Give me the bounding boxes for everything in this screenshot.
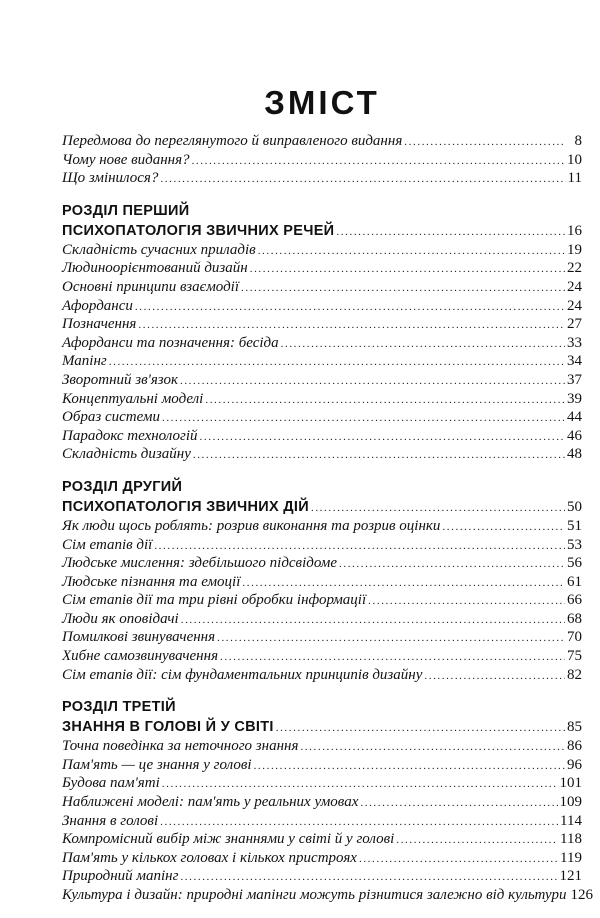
dot-leader — [241, 279, 565, 298]
page-number: 86 — [567, 738, 582, 755]
page-number: 96 — [567, 756, 582, 773]
page-number: 121 — [559, 868, 582, 885]
entry-title: Помилкові звинувачення — [62, 629, 216, 646]
toc-entry[interactable] — [62, 352, 582, 371]
chapter-title: ПСИХОПАТОЛОГІЯ ЗВИЧНИХ РЕЧЕЙ — [62, 222, 335, 239]
chapter-section — [62, 202, 582, 464]
dot-leader — [442, 518, 565, 537]
dot-leader — [135, 298, 565, 317]
dot-leader — [360, 794, 557, 813]
toc-entry[interactable] — [62, 737, 582, 756]
entry-title: Наближені моделі: пам'ять у реальних умовах — [62, 794, 359, 811]
dot-leader — [300, 738, 565, 757]
toc-entry[interactable] — [62, 830, 582, 849]
entry-title: Пам'ять у кількох головах і кількох пристроях — [62, 849, 357, 866]
toc-entry[interactable] — [62, 591, 582, 610]
toc-entry[interactable] — [62, 241, 582, 260]
dot-leader — [242, 574, 565, 593]
dot-leader — [404, 133, 566, 152]
entry-title: Мапінг — [62, 353, 107, 370]
page-number: 61 — [567, 573, 582, 590]
dot-leader — [336, 222, 565, 242]
dot-leader — [250, 260, 565, 279]
dot-leader — [359, 850, 558, 869]
chapter-title: ПСИХОПАТОЛОГІЯ ЗВИЧНИХ ДІЙ — [62, 498, 309, 515]
page-number: 118 — [560, 831, 582, 848]
chapter-section — [62, 478, 582, 684]
page-number: 51 — [567, 517, 582, 534]
dot-leader — [160, 813, 558, 832]
toc-entry[interactable] — [62, 517, 582, 536]
dot-leader — [180, 372, 565, 391]
sections-list — [62, 202, 593, 905]
dot-leader — [311, 498, 565, 518]
entry-title: Точна поведінка за неточного знання — [62, 738, 299, 755]
toc-entry[interactable] — [62, 628, 582, 647]
dot-leader — [109, 353, 565, 372]
entry-title: Концептуальні моделі — [62, 390, 204, 407]
chapter-heading-entry[interactable] — [62, 221, 582, 241]
dot-leader — [396, 831, 558, 850]
intro-list — [62, 132, 582, 188]
toc-entry[interactable] — [62, 756, 582, 775]
entry-title: Афорданси — [62, 297, 133, 314]
page-number: 82 — [567, 666, 582, 683]
dot-leader — [180, 868, 557, 887]
entry-title: Зворотний зв'язок — [62, 371, 178, 388]
toc-entry[interactable] — [62, 536, 582, 555]
entry-title: Культура і дизайн: природні мапінги можуть різнитися залежно від культури — [62, 887, 567, 903]
entry-title: Пам'ять — це знання у голові — [62, 756, 252, 773]
dot-leader — [254, 757, 565, 776]
page-number: 33 — [567, 334, 582, 351]
entry-title: Складність дизайну — [62, 446, 191, 463]
toc-entry[interactable] — [62, 427, 582, 446]
page-number: 8 — [574, 133, 582, 149]
page-number: 22 — [567, 260, 582, 277]
page-number: 39 — [567, 390, 582, 407]
toc-entry[interactable] — [62, 867, 582, 886]
toc-entry[interactable] — [62, 259, 582, 278]
dot-leader — [192, 152, 565, 171]
toc-page — [62, 0, 593, 905]
dot-leader — [220, 648, 565, 667]
entry-title: Будова пам'яті — [62, 775, 160, 792]
entry-title: Людське пізнання та емоції — [62, 573, 241, 590]
toc-entry[interactable] — [62, 647, 582, 666]
page-number: 75 — [567, 648, 582, 665]
page-number: 56 — [567, 555, 582, 572]
page-number: 126 — [570, 887, 593, 903]
entry-title: Людське мислення: здебільшого підсвідоме — [62, 555, 337, 572]
page-number: 11 — [567, 170, 582, 187]
page-number: 53 — [567, 536, 582, 553]
page-number: 37 — [567, 371, 582, 388]
entry-title: Природний мапінг — [62, 868, 179, 885]
entry-title: Основні принципи взаємодії — [62, 278, 239, 295]
page-number: 101 — [559, 775, 582, 792]
page-number: 10 — [567, 151, 582, 168]
dot-leader — [205, 391, 565, 410]
page-number: 68 — [567, 610, 582, 627]
toc-entry[interactable] — [62, 297, 582, 316]
dot-leader — [281, 335, 565, 354]
page-number: 85 — [567, 719, 582, 736]
entry-title: Що змінилося? — [62, 170, 159, 187]
dot-leader — [258, 242, 565, 261]
dot-leader — [339, 555, 565, 574]
dot-leader — [368, 592, 565, 611]
chapter-heading-entry[interactable] — [62, 497, 582, 517]
entry-title: Складність сучасних приладів — [62, 241, 256, 258]
toc-entry[interactable] — [62, 666, 582, 685]
entry-title: Хибне самозвинувачення — [62, 648, 219, 665]
page-number: 44 — [567, 409, 582, 426]
page-number: 24 — [567, 278, 582, 295]
entry-title: Парадокс технологій — [62, 427, 198, 444]
dot-leader — [162, 775, 558, 794]
entry-title: Афорданси та позначення: бесіда — [62, 334, 279, 351]
page-number: 114 — [560, 812, 582, 829]
entry-title: Знання в голові — [62, 812, 159, 829]
toc-entry[interactable] — [62, 371, 582, 390]
toc-entry[interactable] — [62, 315, 582, 334]
chapter-label: РОЗДІЛ ДРУГИЙ — [62, 478, 183, 495]
entry-title: Передмова до переглянутого й виправленого видання — [62, 133, 403, 149]
page-number: 70 — [567, 629, 582, 646]
entry-title: Люди як оповідачі — [62, 610, 179, 627]
toc-entry[interactable] — [62, 334, 582, 353]
chapter-label: РОЗДІЛ ПЕРШИЙ — [62, 202, 190, 219]
toc-entry[interactable] — [62, 610, 582, 629]
entry-title: Образ системи — [62, 409, 160, 426]
dot-leader — [217, 629, 565, 648]
page-number: 66 — [567, 592, 582, 609]
entry-title: Сім етапів дії та три рівні обробки інформації — [62, 592, 367, 609]
toc-entry[interactable] — [62, 169, 582, 188]
page-number: 48 — [567, 446, 582, 463]
toc-entry[interactable] — [62, 849, 582, 868]
toc-entry[interactable] — [62, 774, 582, 793]
dot-leader — [181, 611, 565, 630]
chapter-section — [62, 698, 593, 904]
dot-leader — [160, 170, 565, 189]
entry-title: Сім етапів дії: сім фундаментальних принципів дизайну — [62, 666, 423, 683]
chapter-heading-entry[interactable] — [62, 717, 582, 737]
chapter-title: ЗНАННЯ В ГОЛОВІ Й У СВІТІ — [62, 719, 274, 736]
dot-leader — [276, 718, 565, 738]
entry-title: Позначення — [62, 316, 137, 333]
dot-leader — [193, 446, 565, 465]
page-number: 119 — [560, 849, 582, 866]
toc-entry[interactable] — [62, 886, 593, 905]
page-number: 19 — [567, 241, 582, 258]
dot-leader — [200, 428, 565, 447]
toc-entry[interactable] — [62, 408, 582, 427]
entry-title: Чому нове видання? — [62, 151, 190, 168]
dot-leader — [138, 316, 565, 335]
toc-entry[interactable] — [62, 573, 582, 592]
dot-leader — [154, 537, 565, 556]
toc-entry[interactable] — [62, 132, 582, 151]
page-number: 16 — [567, 222, 582, 239]
toc-entry[interactable] — [62, 151, 582, 170]
toc-entry[interactable] — [62, 278, 582, 297]
entry-title: Сім етапів дії — [62, 536, 153, 553]
entry-title: Компромісний вибір між знаннями у світі й у голові — [62, 831, 395, 848]
toc-entry[interactable] — [62, 390, 582, 409]
page-number: 34 — [567, 353, 582, 370]
toc-entry[interactable] — [62, 445, 582, 464]
page-number: 27 — [567, 316, 582, 333]
dot-leader — [162, 409, 565, 428]
page-title: ЗМІСТ — [264, 84, 380, 121]
entry-title: Як люди щось роблять: розрив виконання та розрив оцінки — [62, 517, 441, 534]
toc-entry[interactable] — [62, 793, 582, 812]
page-number: 50 — [567, 498, 582, 515]
toc-entry[interactable] — [62, 812, 582, 831]
page-number: 24 — [567, 297, 582, 314]
page-number: 46 — [567, 427, 582, 444]
entry-title: Людиноорієнтований дизайн — [62, 260, 248, 277]
chapter-label: РОЗДІЛ ТРЕТІЙ — [62, 699, 176, 716]
toc-entry[interactable] — [62, 554, 582, 573]
dot-leader — [424, 667, 565, 686]
page-number: 109 — [559, 794, 582, 811]
